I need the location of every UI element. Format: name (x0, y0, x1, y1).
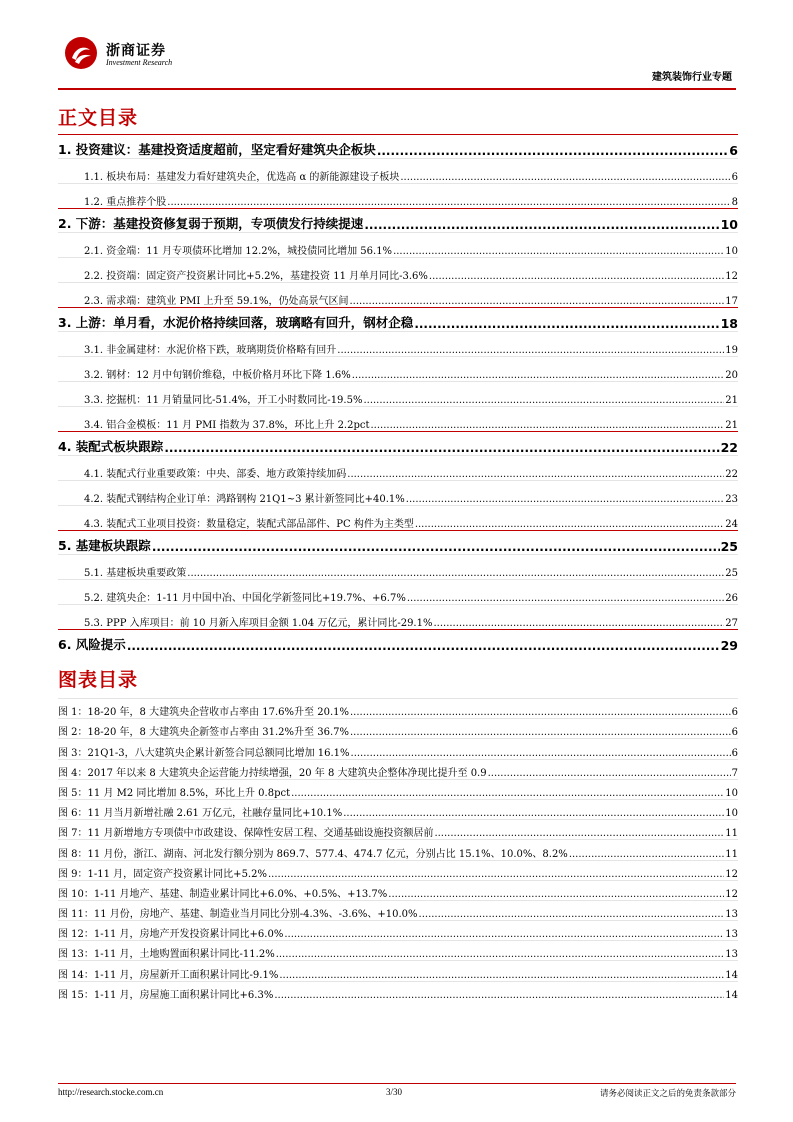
toc-section-page: 23 (725, 494, 738, 505)
leader-dots (434, 828, 724, 839)
figure-entry[interactable] (58, 960, 738, 980)
leader-dots (337, 345, 724, 356)
toc-section-page: 26 (725, 593, 738, 604)
leader-dots (371, 420, 725, 431)
toc-chapter[interactable] (58, 134, 738, 158)
toc-section-page: 25 (725, 568, 738, 579)
figure-entry[interactable] (58, 981, 738, 1001)
figure-entry[interactable] (58, 718, 738, 738)
leader-dots (349, 296, 724, 307)
figure-list (58, 698, 738, 1001)
figure-entry-page: 10 (725, 787, 738, 799)
toc-section-label: 4.1. 装配式行业重要政策：中央、部委、地方政策持续加码 (84, 469, 347, 480)
toc-chapter[interactable] (58, 208, 738, 232)
toc-section[interactable] (58, 406, 738, 431)
leader-dots (377, 144, 728, 158)
toc-section-label: 4.3. 装配式工业项目投资：数量稳定，装配式部品部件、PC 构件为主类型 (84, 519, 414, 530)
toc-section-page: 17 (725, 296, 738, 307)
figure-entry-page: 13 (725, 909, 738, 921)
figure-entry[interactable] (58, 779, 738, 799)
figure-entry-label: 图 11：11 月份，房地产、基建、制造业当月同比分别-4.3%、-3.6%、+10.0% (58, 909, 418, 921)
figure-entry-page: 6 (731, 747, 738, 759)
toc-chapter[interactable] (58, 307, 738, 331)
leader-dots (268, 869, 724, 880)
leader-dots (343, 808, 724, 819)
toc-chapter-page: 18 (720, 316, 738, 331)
toc-section-page: 8 (731, 197, 738, 208)
figure-entry[interactable] (58, 738, 738, 758)
toc-section[interactable] (58, 455, 738, 480)
toc-section-label: 1.2. 重点推荐个股 (84, 197, 167, 208)
leader-dots (152, 540, 720, 554)
figure-entry[interactable] (58, 880, 738, 900)
leader-dots (350, 727, 731, 738)
figure-entry-page: 10 (725, 808, 738, 820)
toc-section-page: 20 (725, 370, 738, 381)
toc-section[interactable] (58, 381, 738, 406)
toc-chapter-label: 5. 基建板块跟踪 (58, 538, 151, 553)
figure-entry[interactable] (58, 799, 738, 819)
report-category: 建筑装饰行业专题 (652, 72, 732, 83)
toc-section-page: 10 (725, 246, 738, 257)
toc-section[interactable] (58, 232, 738, 257)
toc-chapter-page: 10 (720, 217, 738, 232)
leader-dots (364, 218, 719, 232)
figure-entry-page: 13 (725, 929, 738, 941)
figure-entry-label: 图 10：1-11 月地产、基建、制造业累计同比+6.0%、+0.5%、+13.7% (58, 888, 388, 900)
toc-chapter-page: 25 (720, 539, 738, 554)
figure-entry-label: 图 1：18-20 年，8 大建筑央企营收市占率由 17.6%升至 20.1% (58, 707, 349, 719)
leader-dots (488, 768, 731, 779)
figure-list-title: 图表目录 (58, 669, 139, 691)
figure-entry-label: 图 3：21Q1-3，八大建筑央企累计新签合同总额同比增加 16.1% (58, 747, 350, 759)
toc-section-label: 5.3. PPP 入库项目：前 10 月新入库项目金额 1.04 万亿元，累计同比-29.1% (84, 618, 433, 629)
toc-title: 正文目录 (58, 107, 139, 129)
disclaimer-note: 请务必阅读正文之后的免责条款部分 (599, 1089, 736, 1099)
toc-section[interactable] (58, 356, 738, 381)
toc-section-page: 19 (725, 345, 738, 356)
leader-dots (284, 929, 724, 940)
toc-section[interactable] (58, 282, 738, 307)
toc-section-page: 12 (725, 271, 738, 282)
toc-section[interactable] (58, 257, 738, 282)
toc-section-label: 5.2. 建筑央企：1-11 月中国中冶、中国化学新签同比+19.7%、+6.7% (84, 593, 406, 604)
figure-entry-page: 14 (725, 989, 738, 1001)
figure-entry-label: 图 2：18-20 年，8 大建筑央企新签市占率由 31.2%升至 36.7% (58, 727, 349, 739)
brand-logo (58, 36, 178, 76)
figure-entry[interactable] (58, 698, 738, 718)
figure-entry-page: 6 (731, 707, 738, 719)
leader-dots (167, 197, 730, 208)
figure-entry[interactable] (58, 819, 738, 839)
toc-section[interactable] (58, 604, 738, 629)
leader-dots (414, 317, 719, 331)
leader-dots (407, 593, 724, 604)
leader-dots (127, 639, 720, 653)
leader-dots (350, 707, 731, 718)
toc-section-label: 3.1. 非金属建材：水泥价格下跌，玻璃期货价格略有回升 (84, 345, 337, 356)
toc-section-label: 2.1. 资金端：11 月专项债环比增加 12.2%，城投债同比增加 56.1% (84, 246, 393, 257)
figure-entry-page: 11 (725, 848, 738, 860)
toc-chapter-page: 6 (729, 143, 738, 158)
leader-dots (274, 990, 724, 1001)
leader-dots (276, 949, 725, 960)
table-of-contents (58, 134, 738, 653)
leader-dots (291, 788, 724, 799)
toc-chapter-label: 6. 风险提示 (58, 637, 126, 652)
toc-section[interactable] (58, 505, 738, 530)
toc-chapter-label: 1. 投资建议：基建投资适度超前，坚定看好建筑央企板块 (58, 142, 376, 157)
toc-section[interactable] (58, 554, 738, 579)
toc-section-page: 22 (725, 469, 738, 480)
toc-section-label: 5.1. 基建板块重要政策 (84, 568, 187, 579)
figure-entry-label: 图 13：1-11 月，土地购置面积累计同比-11.2% (58, 949, 275, 961)
figure-entry-page: 11 (725, 828, 738, 840)
figure-entry-page: 7 (731, 767, 738, 779)
figure-entry[interactable] (58, 900, 738, 920)
toc-section-label: 3.4. 铝合金模板：11 月 PMI 指数为 37.8%，环比上升 2.2pct (84, 420, 370, 431)
figure-entry-page: 6 (731, 727, 738, 739)
figure-entry-page: 12 (725, 888, 738, 900)
page-number: 3/30 (386, 1087, 403, 1097)
figure-entry-label: 图 6：11 月当月新增社融 2.61 万亿元，社融存量同比+10.1% (58, 808, 343, 820)
toc-chapter-label: 3. 上游：单月看，水泥价格持续回落，玻璃略有回升，钢材企稳 (58, 315, 414, 330)
toc-section-label: 2.3. 需求端：建筑业 PMI 上升至 59.1%，仍处高景气区间 (84, 296, 349, 307)
toc-section[interactable] (58, 579, 738, 604)
figure-entry-label: 图 15：1-11 月，房屋施工面积累计同比+6.3% (58, 989, 274, 1001)
toc-section-page: 27 (725, 618, 738, 629)
figure-entry-label: 图 14：1-11 月，房屋新开工面积累计同比-9.1% (58, 969, 279, 981)
leader-dots (352, 370, 725, 381)
leader-dots (429, 271, 724, 282)
leader-dots (351, 748, 731, 759)
leader-dots (347, 469, 724, 480)
figure-entry[interactable] (58, 940, 738, 960)
figure-entry-label: 图 8：11 月份，浙江、湖南、河北发行额分别为 869.7、577.4、474.7 亿元，分别占比 15.1%、10.0%、8.2% (58, 848, 568, 860)
header-divider (58, 88, 736, 90)
leader-dots (388, 889, 724, 900)
toc-section-page: 21 (725, 395, 738, 406)
brand-name-cn: 浙商证券 (106, 43, 166, 59)
figure-entry-label: 图 12：1-11 月，房地产开发投资累计同比+6.0% (58, 929, 284, 941)
leader-dots (419, 909, 725, 920)
toc-chapter-label: 2. 下游：基建投资修复弱于预期，专项债发行持续提速 (58, 216, 364, 231)
toc-section-label: 4.2. 装配式钢结构企业订单：鸿路钢构 21Q1~3 累计新签同比+40.1% (84, 494, 405, 505)
leader-dots (433, 618, 724, 629)
toc-section-label: 3.2. 钢材：12 月中旬钢价维稳，中板价格月环比下降 1.6% (84, 370, 351, 381)
leader-dots (569, 849, 724, 860)
figure-entry-label: 图 9：1-11 月，固定资产投资累计同比+5.2% (58, 868, 267, 880)
toc-chapter-label: 4. 装配式板块跟踪 (58, 439, 164, 454)
leader-dots (164, 441, 719, 455)
toc-chapter[interactable] (58, 629, 738, 653)
toc-section-page: 6 (731, 172, 738, 183)
page-header (58, 30, 736, 90)
leader-dots (279, 970, 724, 981)
leader-dots (415, 519, 724, 530)
toc-section-label: 1.1. 板块布局：基建发力看好建筑央企，优选高 α 的新能源建设子板块 (84, 172, 400, 183)
leader-dots (406, 494, 724, 505)
leader-dots (400, 172, 730, 183)
toc-section-page: 21 (725, 420, 738, 431)
figure-entry[interactable] (58, 920, 738, 940)
figure-entry-label: 图 7：11 月新增地方专项债中市政建设、保障性安居工程、交通基础设施投资额居前 (58, 828, 434, 840)
leader-dots (393, 246, 724, 257)
toc-section-page: 24 (725, 519, 738, 530)
brand-logo-icon (64, 36, 98, 70)
footer-divider (58, 1083, 736, 1084)
toc-chapter-page: 22 (720, 440, 738, 455)
figure-entry[interactable] (58, 839, 738, 859)
toc-section[interactable] (58, 480, 738, 505)
figure-entry-page: 14 (725, 969, 738, 981)
leader-dots (187, 568, 724, 579)
toc-chapter[interactable] (58, 530, 738, 554)
leader-dots (363, 395, 724, 406)
toc-chapter-page: 29 (720, 638, 738, 653)
toc-section[interactable] (58, 331, 738, 356)
figure-entry-page: 12 (725, 868, 738, 880)
figure-entry-label: 图 4：2017 年以来 8 大建筑央企运营能力持续增强，20 年 8 大建筑央企整体净现比提升至 0.9 (58, 767, 487, 779)
toc-section-label: 3.3. 挖掘机：11 月销量同比-51.4%，开工小时数同比-19.5% (84, 395, 363, 406)
brand-name-en: Investment Research (106, 58, 173, 67)
figure-entry[interactable] (58, 860, 738, 880)
footer-url[interactable]: http://research.stocke.com.cn (58, 1087, 164, 1097)
figure-entry[interactable] (58, 759, 738, 779)
toc-chapter[interactable] (58, 431, 738, 455)
toc-section[interactable] (58, 183, 738, 208)
toc-section-label: 2.2. 投资端：固定资产投资累计同比+5.2%，基建投资 11 月单月同比-3.6% (84, 271, 428, 282)
figure-entry-page: 13 (725, 949, 738, 961)
toc-section[interactable] (58, 158, 738, 183)
figure-entry-label: 图 5：11 月 M2 同比增加 8.5%，环比上升 0.8pct (58, 787, 291, 799)
